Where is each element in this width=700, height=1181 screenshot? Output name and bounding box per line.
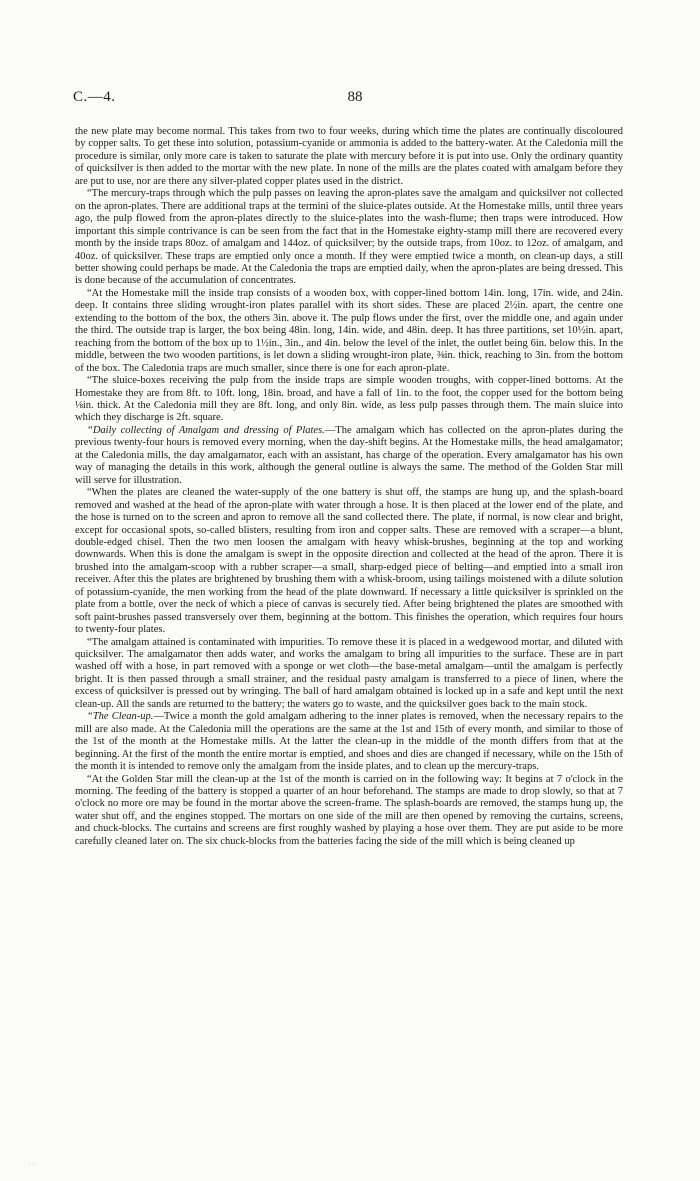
paragraph-text: “The amalgam attained is contaminated with impurities. To remove these it is placed in a wedgewood mortar, and diluted with quicksilver. The amalgamator then adds water, and works the amalgam to bring all impurities to the surface. These are in part washed off with a hose, in part removed with a sponge or wet cloth—the base-metal amalgam—until the amalgam is perfectly bright. It is then passed through a small strainer, and the residual pasty amalgam is transferred to a piece of linen, where the excess of quicksilver is pressed out by wringing. The ball of hard amalgam obtained is locked up in a safe and kept until the next clean-up. All the sands are returned to the battery; the waters go to waste, and the quicksilver goes back to the main stock. [75,636,623,710]
paragraph [75,288,623,375]
body-text [75,126,623,848]
page-header [73,89,620,109]
paragraph [75,774,623,849]
paragraph-text: “At the Golden Star mill the clean-up at the 1st of the month is carried on in the following way: It begins at 7 o'clock in the morning. The feeding of the battery is stopped a quarter of an hour beforehand. The stamps are made to drop slowly, so that at 7 o'clock no more ore may be found in the mortar above the screen-frame. The splash-boards are removed, the stamps hung up, the water shut off, and the engines stopped. The mortars on one side of the mill are then opened by removing the curtains, screens, and chuck-blocks. The curtains and screens are first roughly washed by playing a hose over them. They are put aside to be more carefully cleaned later on. The six chuck-blocks from the batteries facing the side of the mill which is being cleaned up [75,773,623,847]
paragraph [75,425,623,487]
paragraph [75,126,623,188]
paragraph [75,188,623,288]
paragraph [75,487,623,636]
paragraph-text: “When the plates are cleaned the water-supply of the one battery is shut off, the stamps are hung up, and the splash-board removed and washed at the head of the apron-plate with water through a hose. It is then placed at the lower end of the plate, and the hose is turned on to the screen and apron to remove all the sand collected there. The plate, if normal, is now clear and bright, except for occasional spots, so-called blisters, resulting from iron and copper salts. These are removed with a scraper—a blunt, double-edged chisel. Then the two men loosen the amalgam with heavy whisk-brushes, beginning at the top and working downwards. When this is done the amalgam is swept in the opposite direction and collected at the head of the apron. There it is brushed into the amalgam-scoop with a rubber scraper—a small, sharp-edged piece of belting—and emptied into a small iron receiver. After this the plates are brightened by brushing them with a whisk-broom, using tailings moistened with a dilute solution of potassium-cyanide, the men working from the head of the plate downward. If necessary a little quicksilver is sprinkled on the plate from a bottle, over the neck of which a piece of canvas is securely tied. After being brightened the plates are smoothed with soft paint-brushes passed transversely over them, beginning at the bottom. This finishes the operation, which requires four hours to twenty-four plates. [75,487,623,636]
document-reference: C.—4. [73,89,116,105]
paragraph [75,637,623,712]
paragraph-text: “The mercury-traps through which the pulp passes on leaving the apron-plates save the amalgam and quicksilver not collected on the apron-plates. There are additional traps at the termini of the sluice-plates outside. At the Homestake mills, until three years ago, the pulp flowed from the apron-plates directly to the sluice-plates into the wash-flume; then traps were introduced. How important this simple contrivance is can be seen from the fact that in the Homestake eighty-stamp mill there are recovered every month by the inside traps 80oz. of amalgam and 144oz. of quicksilver; by the outside traps, from 10oz. to 12oz. of amalgam, and 40oz. of quicksilver. These traps are emptied only once a month. If they were emptied twice a month, on clean-up days, a still better showing could perhaps be made. At the Caledonia the traps are emptied daily, when the apron-plates are being dressed. This is done because of the accumulation of concentrates. [75,188,623,287]
paragraph-text: “At the Homestake mill the inside trap consists of a wooden box, with copper-lined bottom 14in. long, 17in. wide, and 24in. deep. It contains three sliding wrought-iron plates parallel with its short sides. These are placed 2½in. apart, the centre one extending to the bottom of the box, the others 3in. above it. The pulp flows under the first, over the middle one, and again under the third. The outside trap is larger, the box being 48in. long, 14in. wide, and 48in. deep. It has three partitions, set 10½in. apart, reaching from the bottom of the box up to 1½in., 3in., and 4in. below the level of the inlet, the outlet being 6in. below this. In the middle, between the two wooden partitions, is let down a sliding wrought-iron plate, ⅜in. thick, reaching to 3in. from the bottom of the box. The Caledonia traps are much smaller, since there is one for each apron-plate. [75,287,623,374]
paragraph-heading: “The Clean-up. [87,711,154,723]
scan-mark: · · [28,1160,36,1169]
paragraph-text: the new plate may become normal. This takes from two to four weeks, during which time the plates are continually discoloured by copper salts. To get these into solution, potassium-cyanide or ammonia is added to the battery-water. At the Caledonia mill the procedure is similar, only more care is taken to saturate the plate with mercury before it is put into use. Only the ordinary quantity of quicksilver is then added to the mortar with the new plate. In none of the mills are the plates coated with amalgam before they are put to use, nor are there any silver-plated copper plates used in the district. [75,126,623,187]
paragraph-text: —The amalgam which has collected on the apron-plates during the previous twenty-four hours is removed every morning, when the day-shift begins. At the Homestake mills, the head amalgamator; at the Caledonia mills, the day amalgamator, each with an assistant, has charge of the operation. Every amalgamator has his own way of managing the details in this work, although the general outline is always the same. The method of the Golden Star mill will serve for illustration. [75,424,623,486]
paragraph [75,711,623,773]
paragraph-text: “The sluice-boxes receiving the pulp from the inside traps are simple wooden troughs, with copper-lined bottoms. At the Homestake they are from 8ft. to 10ft. long, 18in. broad, and have a fall of 1in. to the foot, the copper used for the bottom being ⅛in. thick. At the Caledonia mill they are 8ft. long, and only 8in. wide, as less pulp passes through them. The main sluice into which they discharge is 2ft. square. [75,375,623,424]
page-number: 88 [347,89,363,105]
paragraph-heading: “Daily collecting of Amalgam and dressing of Plates. [87,424,325,436]
paragraph-text: —Twice a month the gold amalgam adhering to the inner plates is removed, when the necessary repairs to the mill are also made. At the Caledonia mill the operations are the same at the 1st and 15th of every month, and similar to those of the 1st of the month at the Homestake mills. At the latter the clean-up in the middle of the month differs from that at the beginning. At the first of the month the entire mortar is emptied, and shoes and dies are changed if necessary, while on the 15th of the month it is intended to remove only the amalgam from the inside plates, and to clean up the mercury-traps. [75,711,623,773]
paragraph [75,375,623,425]
